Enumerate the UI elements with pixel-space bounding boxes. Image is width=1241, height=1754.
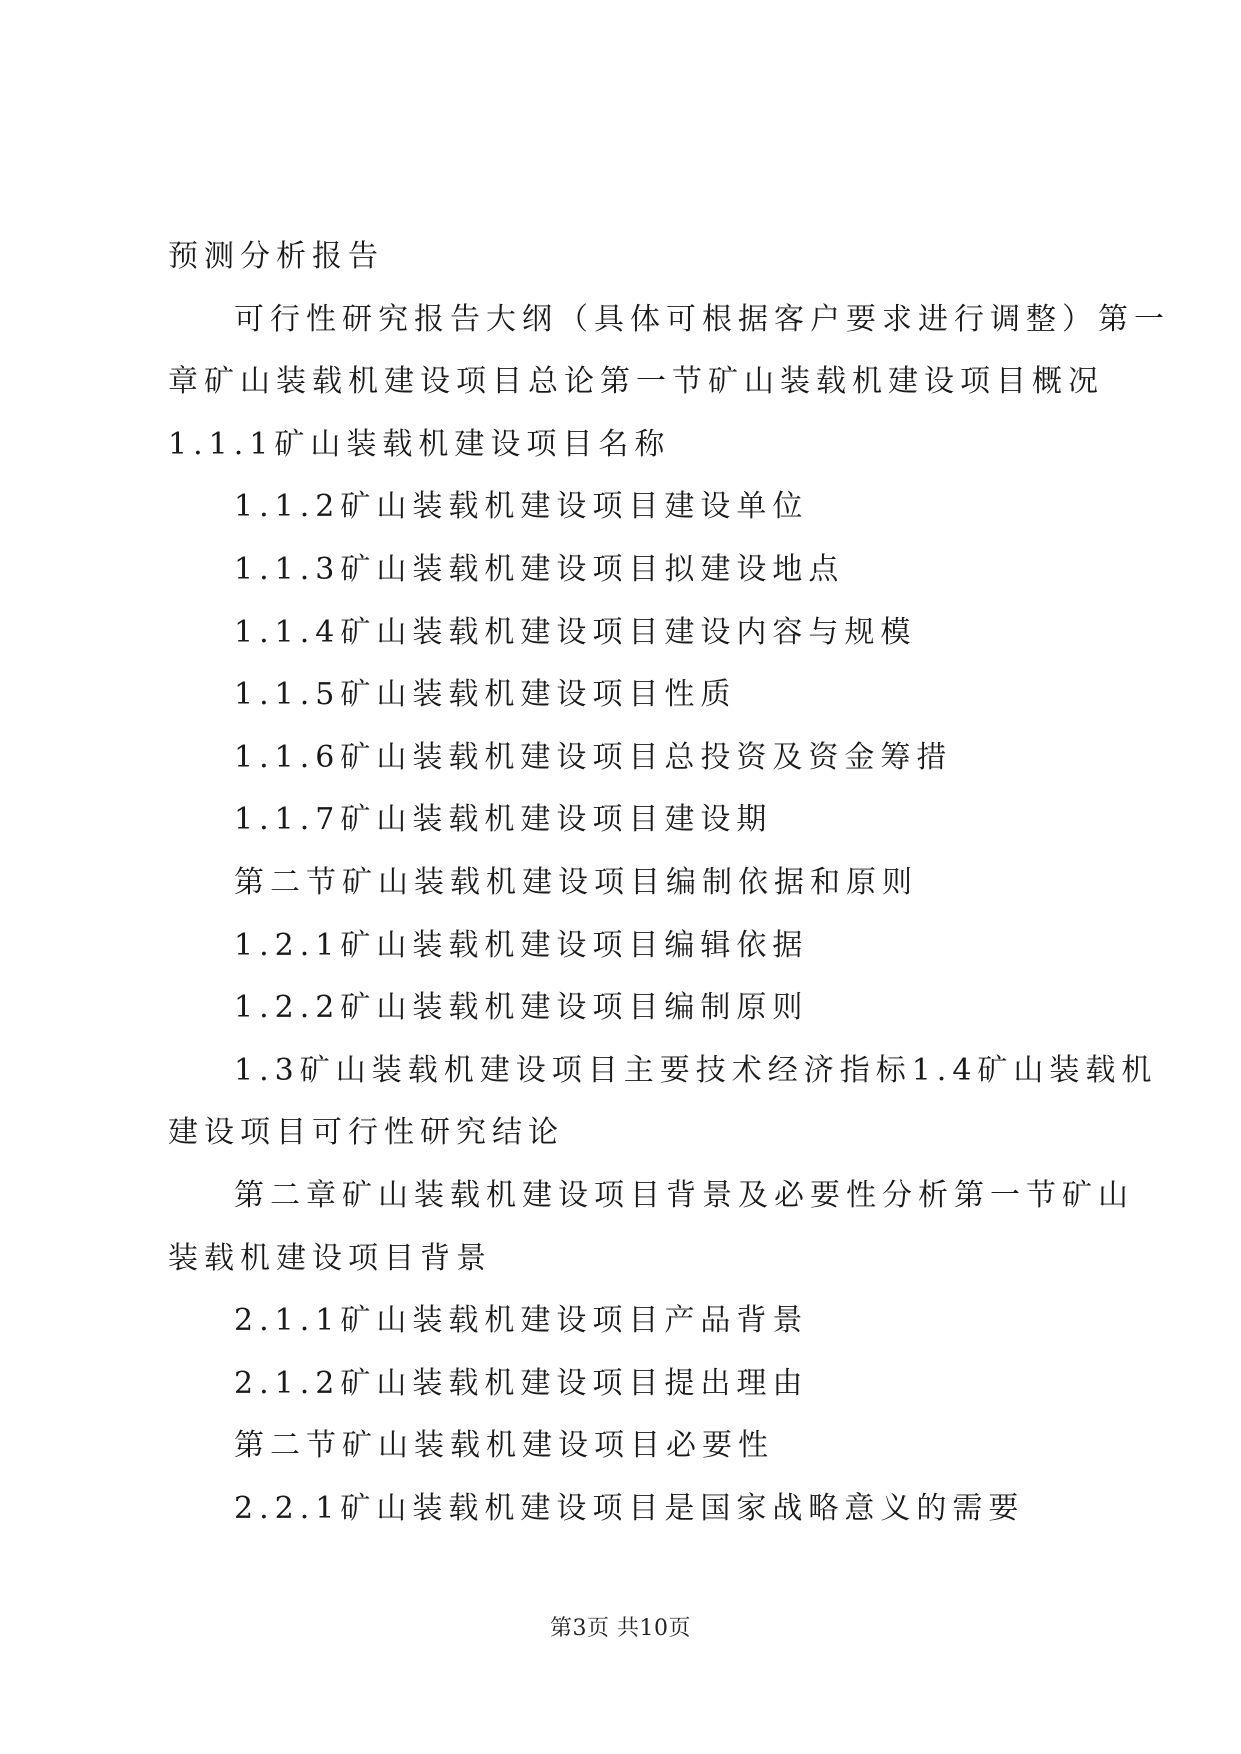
text-line-12: 1.2.1矿山装载机建设项目编辑依据: [234, 927, 809, 963]
text-line-18: 2.1.1矿山装载机建设项目产品背景: [234, 1303, 809, 1339]
text-line-11: 第二节矿山装载机建设项目编制依据和原则: [234, 864, 918, 900]
text-line-9: 1.1.6矿山装载机建设项目总投资及资金筹措: [234, 739, 953, 775]
text-line-1: 预测分析报告: [168, 239, 384, 274]
page-number-label: 第3页 共10页: [550, 1616, 691, 1641]
text-line-10: 1.1.7矿山装载机建设项目建设期: [234, 802, 773, 838]
text-line-14: 1.3矿山装载机建设项目主要技术经济指标1.4矿山装载机: [234, 1052, 1158, 1088]
text-line-6: 1.1.3矿山装载机建设项目拟建设地点: [234, 551, 845, 587]
text-line-20: 第二节矿山装载机建设项目必要性: [234, 1428, 774, 1464]
text-line-5: 1.1.2矿山装载机建设项目建设单位: [234, 489, 809, 525]
text-line-19: 2.1.2矿山装载机建设项目提出理由: [234, 1365, 809, 1401]
text-line-2: 可行性研究报告大纲（具体可根据客户要求进行调整）第一: [234, 301, 1170, 337]
text-line-16: 第二章矿山装载机建设项目背景及必要性分析第一节矿山: [234, 1177, 1134, 1213]
text-line-13: 1.2.2矿山装载机建设项目编制原则: [234, 990, 809, 1026]
text-line-3: 章矿山装载机建设项目总论第一节矿山装载机建设项目概况: [168, 364, 1104, 400]
text-line-4: 1.1.1矿山装载机建设项目名称: [168, 426, 671, 462]
text-line-8: 1.1.5矿山装载机建设项目性质: [234, 677, 737, 713]
text-line-17: 装载机建设项目背景: [168, 1240, 492, 1276]
text-line-15: 建设项目可行性研究结论: [168, 1115, 564, 1151]
text-line-7: 1.1.4矿山装载机建设项目建设内容与规模: [234, 614, 917, 650]
text-line-21: 2.2.1矿山装载机建设项目是国家战略意义的需要: [234, 1490, 1025, 1526]
page-footer: [0, 1614, 1241, 1644]
document-body: [168, 226, 1170, 1540]
